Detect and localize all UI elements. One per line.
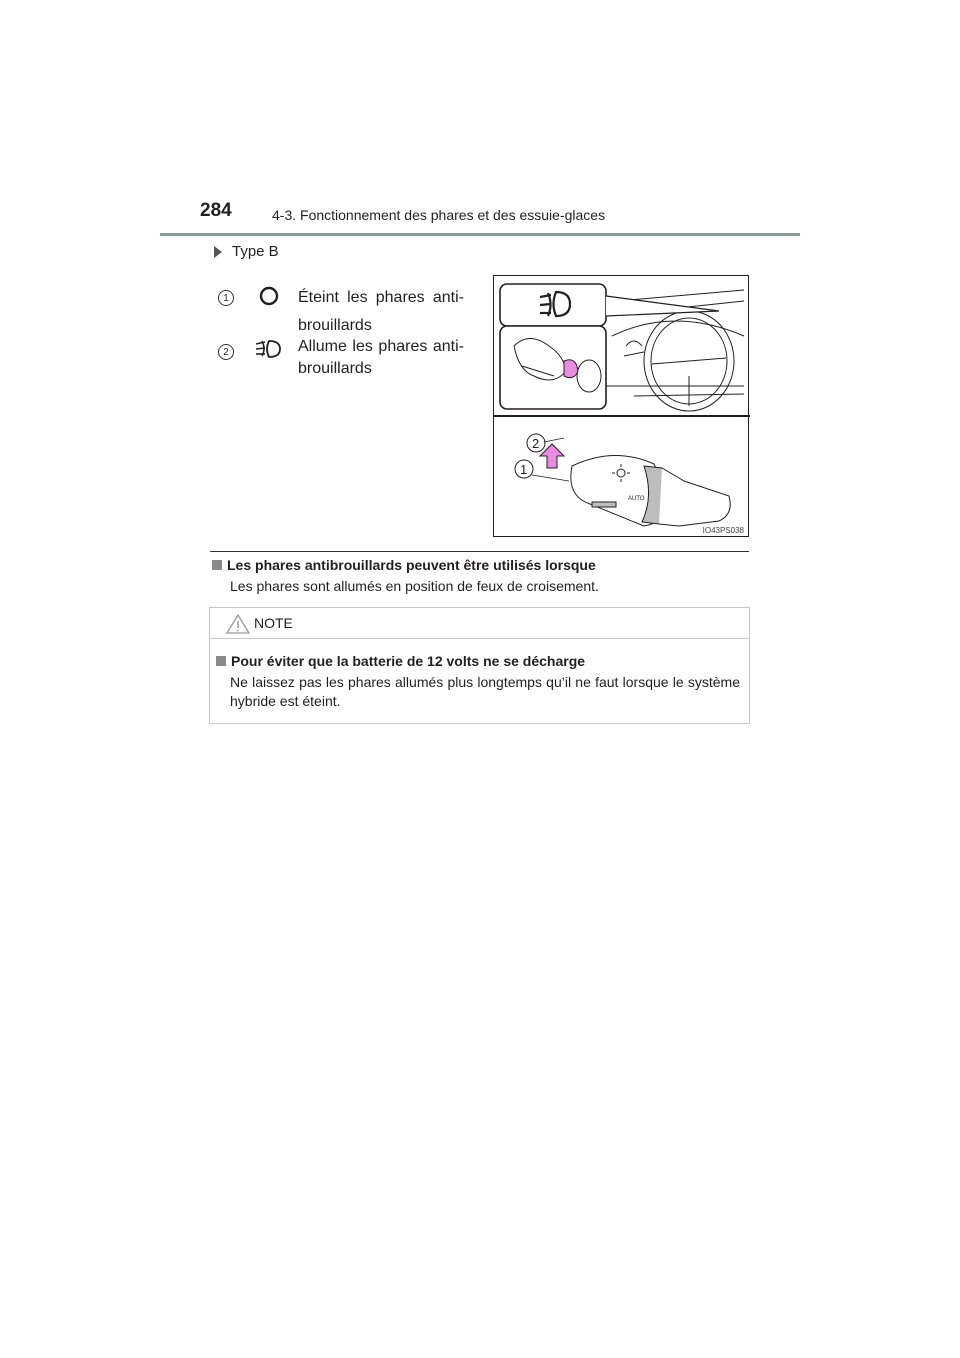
square-bullet-icon xyxy=(212,560,222,570)
type-label-text: Type B xyxy=(232,243,279,260)
callout-1: 1 xyxy=(520,462,528,477)
note-box xyxy=(209,607,750,724)
section-heading xyxy=(212,557,596,573)
header-rule xyxy=(160,233,800,236)
note-label: NOTE xyxy=(254,615,293,631)
section-heading-text: Les phares antibrouillards peuvent être utilisés lorsque xyxy=(227,557,596,573)
note-heading xyxy=(216,653,585,669)
item-2-text: Allume les phares anti-brouillards xyxy=(298,338,464,377)
triangle-bullet-icon xyxy=(214,246,222,258)
section-title: 4-3. Fonctionnement des phares et des essuie-glaces xyxy=(272,207,606,223)
item-2-number: 2 xyxy=(218,344,234,360)
item-1-text: Éteint les phares anti-brouillards xyxy=(298,289,464,334)
note-body: Ne laissez pas les phares allumés plus longtemps qu’il ne faut lorsque le système hybride est éteint. xyxy=(230,674,740,709)
square-bullet-icon xyxy=(216,656,226,666)
callout-2: 2 xyxy=(532,436,540,451)
section-rule xyxy=(210,551,749,552)
headlight-switch-illustration xyxy=(493,275,749,537)
page-number: 284 xyxy=(200,200,232,221)
auto-label: AUTO xyxy=(628,496,645,502)
type-label xyxy=(214,243,279,260)
note-heading-text: Pour éviter que la batterie de 12 volts ne se décharge xyxy=(231,653,586,669)
note-header xyxy=(210,608,749,639)
circle-off-icon xyxy=(258,285,280,307)
warning-icon xyxy=(226,614,250,634)
section-body: Les phares sont allumés en position de feux de croisement. xyxy=(230,578,599,594)
item-1-number: 1 xyxy=(218,290,234,306)
front-fog-light-icon xyxy=(254,338,284,362)
figure-code: IO43PS038 xyxy=(702,526,744,535)
